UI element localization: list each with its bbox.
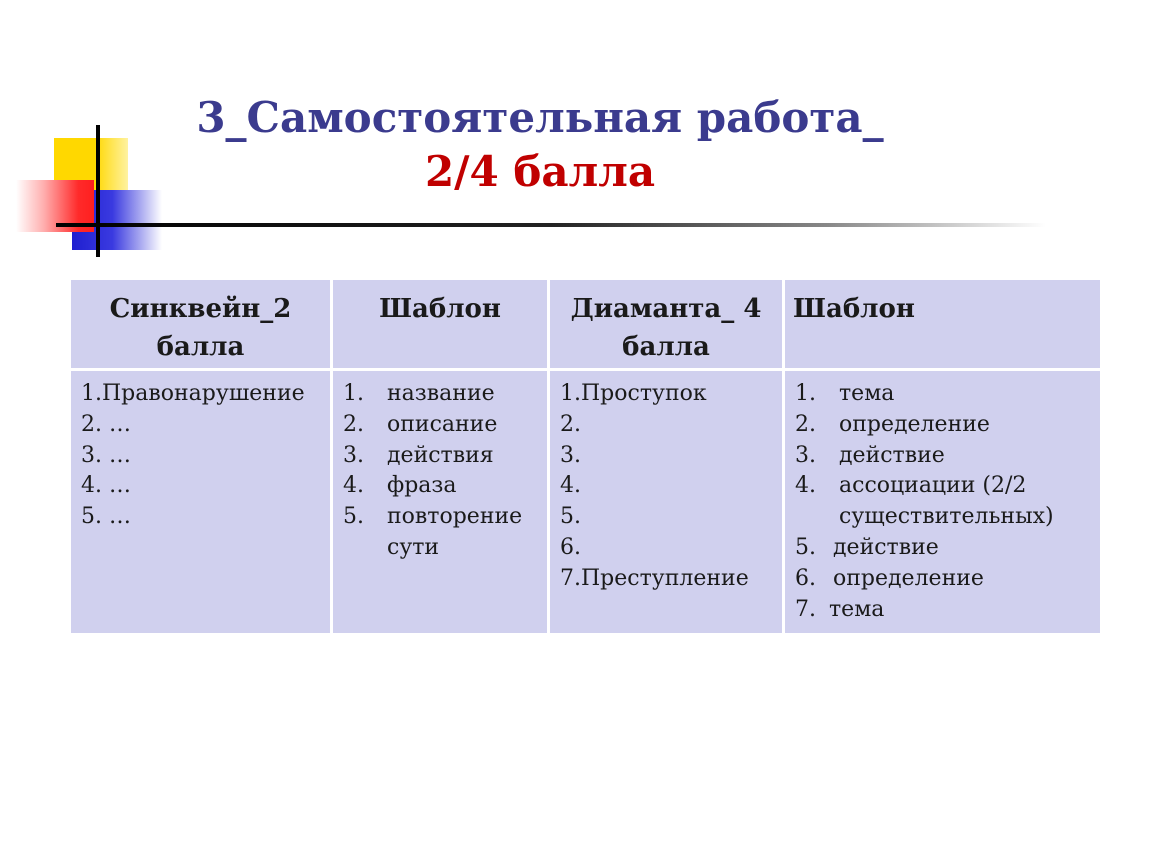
list-item: 5. … xyxy=(81,504,131,530)
list-item xyxy=(795,441,1092,472)
list-number: 1. xyxy=(343,381,364,406)
list-text: действия xyxy=(387,442,494,468)
cell-cinquain-template xyxy=(332,370,549,635)
list-number: 4. xyxy=(343,473,364,499)
list-number: 3. xyxy=(795,442,816,468)
list-item xyxy=(343,502,539,564)
assignment-table-wrapper xyxy=(68,277,1100,636)
list-item: 3. … xyxy=(81,442,131,468)
list-text: определение xyxy=(839,411,990,437)
list-item: 7.Преступление xyxy=(560,565,749,591)
list-item: 3. xyxy=(560,442,581,468)
list-item xyxy=(343,410,539,441)
list-text: фраза xyxy=(387,473,457,499)
list-number: 1. xyxy=(795,381,816,406)
list-text: повторение сути xyxy=(387,504,523,560)
header-template-2: Шаблон xyxy=(784,279,1102,370)
list-item xyxy=(795,533,1092,564)
header-diamante: Диаманта_ 4 балла xyxy=(549,279,784,370)
list-text: ассоциации (2/2 существительных) xyxy=(839,473,1054,530)
list-text: определение xyxy=(833,565,984,591)
list-number: 5. xyxy=(343,504,364,530)
title-underline xyxy=(56,223,1046,227)
title-line-2: 2/4 балла xyxy=(424,147,656,196)
list-text: описание xyxy=(387,411,498,437)
list-item xyxy=(795,564,1092,595)
logo-vertical-line xyxy=(96,125,100,257)
list-text: тема xyxy=(839,381,895,406)
list-item xyxy=(343,379,539,410)
list-number: 6. xyxy=(795,565,816,591)
list-number: 2. xyxy=(795,411,816,437)
list-number: 7. xyxy=(795,596,816,622)
header-cinquain: Синквейн_2 балла xyxy=(70,279,332,370)
list-item xyxy=(795,595,1092,626)
table-header-row xyxy=(70,279,1102,370)
list-text: действие xyxy=(833,534,939,560)
assignment-table xyxy=(68,277,1103,636)
list-item: 5. xyxy=(560,504,581,530)
list-number: 4. xyxy=(795,473,816,499)
slide-title xyxy=(150,92,930,200)
list-text: действие xyxy=(839,442,945,468)
list-item xyxy=(795,410,1092,441)
list-number: 5. xyxy=(795,534,816,560)
table-row xyxy=(70,370,1102,635)
list-number: 2. xyxy=(343,411,364,437)
list-text: тема xyxy=(829,596,885,622)
list-number: 3. xyxy=(343,442,364,468)
list-item xyxy=(795,471,1092,533)
list-item xyxy=(343,441,539,472)
list-item: 2. … xyxy=(81,411,131,437)
cell-diamante-template xyxy=(784,370,1102,635)
list-item: 4. … xyxy=(81,473,131,499)
list-item xyxy=(343,471,539,502)
list-text: название xyxy=(387,381,495,406)
list-item: 4. xyxy=(560,473,581,499)
title-line-1: 3_Самостоятельная работа_ xyxy=(196,93,884,142)
list-item xyxy=(795,379,1092,410)
list-item: 1.Правонарушение xyxy=(81,381,305,406)
header-template-1: Шаблон xyxy=(332,279,549,370)
list-item: 6. xyxy=(560,534,581,560)
cell-diamante-example xyxy=(549,370,784,635)
list-item: 2. xyxy=(560,411,581,437)
cell-cinquain-example xyxy=(70,370,332,635)
list-item: 1.Проступок xyxy=(560,381,707,406)
